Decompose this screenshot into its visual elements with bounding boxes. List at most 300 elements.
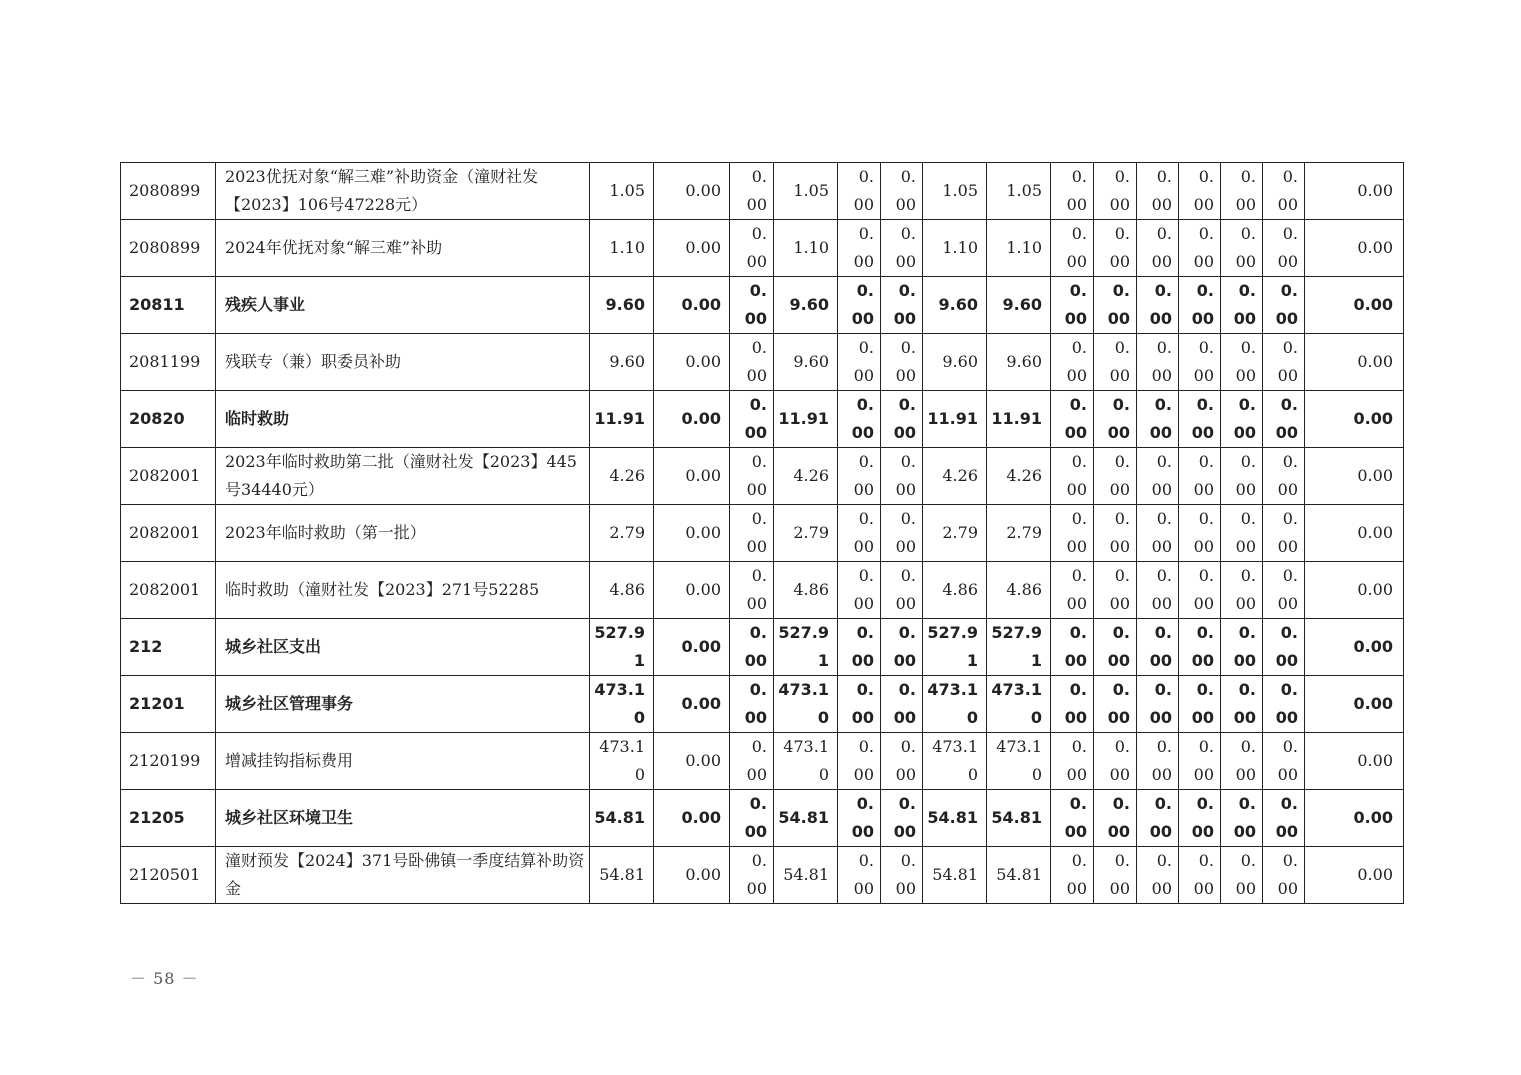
amount-cell	[1051, 733, 1094, 790]
amount-wrapped-value: 0. 00	[1064, 623, 1087, 670]
amount-wrapped-value: 0. 00	[895, 224, 916, 271]
amount-cell	[730, 733, 774, 790]
amount-cell	[923, 676, 987, 733]
amount-wrapped-value: 0. 00	[1151, 737, 1172, 784]
amount-wrapped-value: 0. 00	[1064, 794, 1087, 841]
amount-cell: 0.00	[654, 277, 730, 334]
amount-cell	[923, 619, 987, 676]
amount-wrapped-value: 0. 00	[1064, 680, 1087, 727]
subject-name: 城乡社区环境卫生	[216, 790, 590, 847]
amount-wrapped-value: 473.1 0	[783, 737, 829, 784]
amount-cell: 0.00	[1305, 619, 1404, 676]
amount-cell	[1051, 676, 1094, 733]
subject-code: 2082001	[121, 505, 216, 562]
amount-wrapped-value: 473.1 0	[927, 680, 978, 727]
amount-cell	[1051, 562, 1094, 619]
table-row	[121, 334, 1404, 391]
amount-wrapped-value: 0. 00	[1193, 167, 1214, 214]
amount-wrapped-value: 0. 00	[1066, 338, 1087, 385]
amount-cell: 0.00	[654, 163, 730, 220]
amount-cell	[1094, 448, 1137, 505]
amount-cell	[881, 448, 923, 505]
amount-cell	[1221, 391, 1263, 448]
amount-wrapped-value: 0. 00	[1107, 281, 1130, 328]
amount-cell	[1051, 334, 1094, 391]
amount-cell	[1137, 505, 1179, 562]
amount-cell: 2.79	[774, 505, 838, 562]
amount-cell	[1051, 391, 1094, 448]
amount-cell	[1263, 847, 1305, 904]
amount-cell: 0.00	[654, 334, 730, 391]
amount-cell	[590, 676, 654, 733]
budget-table	[120, 162, 1404, 904]
amount-wrapped-value: 0. 00	[746, 452, 767, 499]
amount-cell	[1137, 562, 1179, 619]
amount-cell	[838, 562, 881, 619]
amount-cell	[730, 790, 774, 847]
amount-wrapped-value: 0. 00	[1109, 566, 1130, 613]
amount-cell	[987, 733, 1051, 790]
amount-cell	[1094, 220, 1137, 277]
amount-cell	[881, 676, 923, 733]
amount-cell: 4.26	[590, 448, 654, 505]
amount-wrapped-value: 0. 00	[893, 395, 916, 442]
amount-cell: 11.91	[987, 391, 1051, 448]
amount-wrapped-value: 0. 00	[1151, 851, 1172, 898]
amount-cell: 1.05	[590, 163, 654, 220]
table-row	[121, 790, 1404, 847]
amount-cell	[730, 163, 774, 220]
amount-cell	[1179, 163, 1221, 220]
amount-cell: 4.86	[987, 562, 1051, 619]
amount-wrapped-value: 0. 00	[1109, 224, 1130, 271]
amount-cell	[1094, 277, 1137, 334]
page-number: － 58 －	[130, 969, 199, 988]
amount-cell: 2.79	[923, 505, 987, 562]
amount-cell	[838, 277, 881, 334]
table-row	[121, 163, 1404, 220]
amount-cell: 4.86	[923, 562, 987, 619]
subject-name: 残联专（兼）职委员补助	[216, 334, 590, 391]
amount-wrapped-value: 0. 00	[1277, 167, 1298, 214]
amount-cell	[881, 391, 923, 448]
amount-cell	[730, 847, 774, 904]
amount-cell	[1221, 220, 1263, 277]
subject-code: 2082001	[121, 562, 216, 619]
amount-wrapped-value: 0. 00	[1275, 395, 1298, 442]
amount-wrapped-value: 0. 00	[1066, 737, 1087, 784]
amount-cell: 1.10	[590, 220, 654, 277]
amount-cell	[1137, 676, 1179, 733]
subject-name: 2023优抚对象“解三难”补助资金（潼财社发【2023】106号47228元）	[216, 163, 590, 220]
amount-cell	[1263, 676, 1305, 733]
amount-cell: 54.81	[774, 847, 838, 904]
amount-cell	[730, 334, 774, 391]
amount-cell	[1263, 562, 1305, 619]
amount-wrapped-value: 0. 00	[1235, 167, 1256, 214]
amount-cell	[1094, 334, 1137, 391]
amount-cell	[590, 733, 654, 790]
amount-wrapped-value: 0. 00	[1233, 623, 1256, 670]
amount-cell: 0.00	[654, 619, 730, 676]
amount-cell	[1221, 847, 1263, 904]
amount-cell: 0.00	[654, 847, 730, 904]
amount-cell	[838, 448, 881, 505]
table-row	[121, 733, 1404, 790]
subject-name: 临时救助	[216, 391, 590, 448]
amount-cell: 0.00	[654, 448, 730, 505]
amount-cell	[1137, 391, 1179, 448]
amount-cell	[1263, 277, 1305, 334]
amount-cell: 0.00	[654, 733, 730, 790]
amount-cell	[838, 505, 881, 562]
amount-wrapped-value: 473.1 0	[594, 680, 645, 727]
amount-cell	[1263, 619, 1305, 676]
amount-wrapped-value: 0. 00	[1191, 281, 1214, 328]
amount-cell	[1137, 448, 1179, 505]
amount-wrapped-value: 0. 00	[1275, 680, 1298, 727]
amount-cell: 54.81	[590, 790, 654, 847]
amount-wrapped-value: 0. 00	[1066, 509, 1087, 556]
table-row	[121, 391, 1404, 448]
amount-wrapped-value: 0. 00	[853, 452, 874, 499]
subject-name: 2023年临时救助第二批（潼财社发【2023】445号34440元）	[216, 448, 590, 505]
amount-wrapped-value: 0. 00	[1191, 794, 1214, 841]
amount-wrapped-value: 0. 00	[744, 680, 767, 727]
amount-wrapped-value: 0. 00	[853, 224, 874, 271]
amount-wrapped-value: 0. 00	[851, 680, 874, 727]
amount-cell: 11.91	[923, 391, 987, 448]
amount-wrapped-value: 0. 00	[1107, 623, 1130, 670]
amount-cell: 2.79	[987, 505, 1051, 562]
subject-code: 2080899	[121, 220, 216, 277]
amount-wrapped-value: 0. 00	[1149, 794, 1172, 841]
subject-code: 2080899	[121, 163, 216, 220]
amount-wrapped-value: 0. 00	[893, 623, 916, 670]
amount-wrapped-value: 0. 00	[1107, 395, 1130, 442]
amount-cell: 0.00	[654, 505, 730, 562]
amount-wrapped-value: 0. 00	[1275, 623, 1298, 670]
amount-cell	[1137, 790, 1179, 847]
amount-wrapped-value: 0. 00	[1277, 338, 1298, 385]
amount-cell	[1137, 847, 1179, 904]
amount-cell: 0.00	[1305, 220, 1404, 277]
amount-cell: 54.81	[987, 790, 1051, 847]
amount-wrapped-value: 0. 00	[1277, 737, 1298, 784]
subject-code: 2120501	[121, 847, 216, 904]
amount-cell	[1221, 562, 1263, 619]
amount-cell	[1179, 448, 1221, 505]
amount-wrapped-value: 527.9 1	[927, 623, 978, 670]
amount-cell: 0.00	[1305, 334, 1404, 391]
amount-cell	[881, 220, 923, 277]
amount-cell: 0.00	[1305, 505, 1404, 562]
amount-cell	[838, 619, 881, 676]
amount-cell: 54.81	[923, 847, 987, 904]
amount-cell	[881, 505, 923, 562]
amount-cell	[730, 676, 774, 733]
amount-wrapped-value: 0. 00	[1191, 395, 1214, 442]
amount-wrapped-value: 0. 00	[1193, 851, 1214, 898]
amount-wrapped-value: 0. 00	[1066, 851, 1087, 898]
amount-wrapped-value: 0. 00	[744, 395, 767, 442]
amount-cell: 54.81	[774, 790, 838, 847]
subject-name: 增减挂钩指标费用	[216, 733, 590, 790]
amount-cell	[730, 448, 774, 505]
amount-cell	[1179, 220, 1221, 277]
amount-cell	[1263, 163, 1305, 220]
table-row	[121, 562, 1404, 619]
amount-wrapped-value: 0. 00	[1107, 680, 1130, 727]
amount-wrapped-value: 473.1 0	[932, 737, 978, 784]
subject-code: 20820	[121, 391, 216, 448]
amount-wrapped-value: 0. 00	[853, 851, 874, 898]
amount-cell: 54.81	[590, 847, 654, 904]
amount-wrapped-value: 0. 00	[1109, 737, 1130, 784]
amount-wrapped-value: 0. 00	[895, 566, 916, 613]
amount-cell	[1094, 391, 1137, 448]
amount-cell	[838, 790, 881, 847]
amount-cell: 0.00	[1305, 391, 1404, 448]
amount-cell: 4.86	[774, 562, 838, 619]
amount-cell: 4.26	[987, 448, 1051, 505]
amount-wrapped-value: 0. 00	[853, 167, 874, 214]
amount-cell	[1179, 676, 1221, 733]
amount-cell	[1137, 277, 1179, 334]
subject-code: 20811	[121, 277, 216, 334]
amount-cell	[1051, 163, 1094, 220]
amount-wrapped-value: 0. 00	[1149, 623, 1172, 670]
amount-cell	[774, 733, 838, 790]
amount-cell	[838, 733, 881, 790]
amount-cell	[1051, 277, 1094, 334]
amount-wrapped-value: 0. 00	[1277, 566, 1298, 613]
amount-wrapped-value: 0. 00	[1151, 566, 1172, 613]
amount-cell: 4.26	[774, 448, 838, 505]
amount-wrapped-value: 0. 00	[1109, 452, 1130, 499]
amount-cell: 9.60	[987, 277, 1051, 334]
amount-wrapped-value: 0. 00	[853, 737, 874, 784]
amount-wrapped-value: 0. 00	[1235, 452, 1256, 499]
amount-cell	[1051, 220, 1094, 277]
amount-cell	[1221, 790, 1263, 847]
amount-cell	[838, 334, 881, 391]
amount-cell	[730, 277, 774, 334]
amount-cell: 9.60	[590, 277, 654, 334]
amount-cell	[881, 163, 923, 220]
amount-wrapped-value: 0. 00	[895, 452, 916, 499]
amount-wrapped-value: 0. 00	[1275, 281, 1298, 328]
amount-wrapped-value: 0. 00	[893, 281, 916, 328]
amount-cell	[1263, 505, 1305, 562]
amount-cell	[1094, 733, 1137, 790]
amount-cell	[1094, 790, 1137, 847]
amount-wrapped-value: 0. 00	[851, 794, 874, 841]
amount-cell	[838, 220, 881, 277]
amount-wrapped-value: 0. 00	[1235, 338, 1256, 385]
amount-cell	[1263, 334, 1305, 391]
amount-cell	[987, 619, 1051, 676]
subject-code: 21201	[121, 676, 216, 733]
amount-cell	[730, 220, 774, 277]
amount-cell: 9.60	[987, 334, 1051, 391]
amount-wrapped-value: 0. 00	[1064, 281, 1087, 328]
amount-wrapped-value: 0. 00	[1235, 851, 1256, 898]
amount-wrapped-value: 0. 00	[1066, 224, 1087, 271]
amount-wrapped-value: 0. 00	[1235, 224, 1256, 271]
amount-wrapped-value: 0. 00	[893, 680, 916, 727]
amount-wrapped-value: 0. 00	[1233, 794, 1256, 841]
subject-code: 2120199	[121, 733, 216, 790]
amount-cell	[1094, 562, 1137, 619]
amount-wrapped-value: 0. 00	[1277, 224, 1298, 271]
amount-wrapped-value: 0. 00	[1151, 167, 1172, 214]
amount-cell	[1221, 505, 1263, 562]
amount-cell	[1221, 619, 1263, 676]
amount-cell	[1051, 505, 1094, 562]
amount-cell: 1.10	[923, 220, 987, 277]
amount-wrapped-value: 0. 00	[1109, 509, 1130, 556]
amount-cell	[1221, 277, 1263, 334]
amount-cell: 1.05	[774, 163, 838, 220]
amount-cell	[1094, 505, 1137, 562]
amount-cell	[1179, 391, 1221, 448]
amount-cell	[1094, 847, 1137, 904]
amount-wrapped-value: 0. 00	[893, 794, 916, 841]
amount-wrapped-value: 0. 00	[1109, 338, 1130, 385]
amount-cell	[1137, 733, 1179, 790]
amount-wrapped-value: 0. 00	[1193, 737, 1214, 784]
amount-cell: 0.00	[1305, 733, 1404, 790]
amount-wrapped-value: 0. 00	[1151, 509, 1172, 556]
amount-cell	[838, 676, 881, 733]
amount-cell	[590, 619, 654, 676]
amount-wrapped-value: 473.1 0	[599, 737, 645, 784]
amount-wrapped-value: 0. 00	[1193, 452, 1214, 499]
table-row	[121, 619, 1404, 676]
amount-cell: 11.91	[774, 391, 838, 448]
amount-cell	[1179, 505, 1221, 562]
amount-cell: 1.10	[774, 220, 838, 277]
amount-wrapped-value: 0. 00	[1149, 680, 1172, 727]
amount-cell	[881, 619, 923, 676]
amount-cell	[1221, 448, 1263, 505]
amount-wrapped-value: 0. 00	[1277, 851, 1298, 898]
amount-wrapped-value: 0. 00	[853, 338, 874, 385]
subject-name: 城乡社区支出	[216, 619, 590, 676]
amount-wrapped-value: 0. 00	[1235, 737, 1256, 784]
amount-wrapped-value: 0. 00	[1064, 395, 1087, 442]
amount-cell	[987, 676, 1051, 733]
amount-wrapped-value: 473.1 0	[778, 680, 829, 727]
amount-wrapped-value: 0. 00	[851, 281, 874, 328]
amount-wrapped-value: 0. 00	[1193, 338, 1214, 385]
amount-cell	[1179, 619, 1221, 676]
subject-name: 残疾人事业	[216, 277, 590, 334]
amount-cell	[1137, 220, 1179, 277]
amount-wrapped-value: 0. 00	[1149, 395, 1172, 442]
amount-cell	[923, 733, 987, 790]
table-row	[121, 448, 1404, 505]
amount-cell	[1221, 676, 1263, 733]
amount-cell	[1137, 163, 1179, 220]
amount-cell	[1179, 733, 1221, 790]
amount-cell	[730, 505, 774, 562]
amount-wrapped-value: 0. 00	[1066, 566, 1087, 613]
amount-wrapped-value: 0. 00	[746, 167, 767, 214]
amount-cell	[1179, 847, 1221, 904]
amount-cell	[774, 619, 838, 676]
amount-wrapped-value: 0. 00	[1066, 167, 1087, 214]
amount-wrapped-value: 0. 00	[1277, 452, 1298, 499]
subject-name: 潼财预发【2024】371号卧佛镇一季度结算补助资金	[216, 847, 590, 904]
subject-name: 临时救助（潼财社发【2023】271号52285	[216, 562, 590, 619]
amount-wrapped-value: 0. 00	[1233, 281, 1256, 328]
amount-wrapped-value: 0. 00	[1109, 167, 1130, 214]
amount-wrapped-value: 473.1 0	[996, 737, 1042, 784]
amount-cell	[1221, 733, 1263, 790]
amount-cell	[1094, 619, 1137, 676]
subject-code: 212	[121, 619, 216, 676]
amount-wrapped-value: 0. 00	[746, 851, 767, 898]
amount-cell: 9.60	[774, 334, 838, 391]
subject-code: 21205	[121, 790, 216, 847]
amount-cell	[730, 391, 774, 448]
amount-wrapped-value: 0. 00	[1191, 623, 1214, 670]
subject-name: 2024年优抚对象“解三难”补助	[216, 220, 590, 277]
amount-cell	[1263, 220, 1305, 277]
amount-cell: 1.10	[987, 220, 1051, 277]
amount-wrapped-value: 0. 00	[895, 338, 916, 385]
amount-cell: 2.79	[590, 505, 654, 562]
amount-cell	[881, 733, 923, 790]
amount-cell	[1221, 163, 1263, 220]
amount-cell: 0.00	[654, 220, 730, 277]
amount-cell	[881, 277, 923, 334]
amount-cell: 1.05	[987, 163, 1051, 220]
amount-wrapped-value: 0. 00	[746, 224, 767, 271]
amount-wrapped-value: 0. 00	[746, 509, 767, 556]
amount-wrapped-value: 0. 00	[1235, 509, 1256, 556]
table-row	[121, 220, 1404, 277]
amount-cell	[838, 163, 881, 220]
amount-wrapped-value: 0. 00	[744, 794, 767, 841]
amount-cell: 0.00	[654, 391, 730, 448]
amount-cell: 0.00	[654, 562, 730, 619]
amount-wrapped-value: 0. 00	[1107, 794, 1130, 841]
amount-cell: 11.91	[590, 391, 654, 448]
amount-cell: 0.00	[1305, 790, 1404, 847]
amount-cell: 1.05	[923, 163, 987, 220]
table-row	[121, 847, 1404, 904]
subject-name: 城乡社区管理事务	[216, 676, 590, 733]
amount-cell	[1051, 448, 1094, 505]
amount-wrapped-value: 0. 00	[1233, 395, 1256, 442]
amount-wrapped-value: 0. 00	[1151, 338, 1172, 385]
amount-cell: 0.00	[1305, 277, 1404, 334]
amount-cell: 9.60	[590, 334, 654, 391]
amount-cell	[1179, 562, 1221, 619]
subject-code: 2082001	[121, 448, 216, 505]
amount-wrapped-value: 0. 00	[1193, 509, 1214, 556]
amount-wrapped-value: 0. 00	[1149, 281, 1172, 328]
amount-cell	[1051, 619, 1094, 676]
amount-cell: 0.00	[1305, 163, 1404, 220]
amount-cell	[1094, 676, 1137, 733]
amount-cell: 9.60	[923, 334, 987, 391]
amount-wrapped-value: 0. 00	[853, 509, 874, 556]
amount-wrapped-value: 0. 00	[1066, 452, 1087, 499]
